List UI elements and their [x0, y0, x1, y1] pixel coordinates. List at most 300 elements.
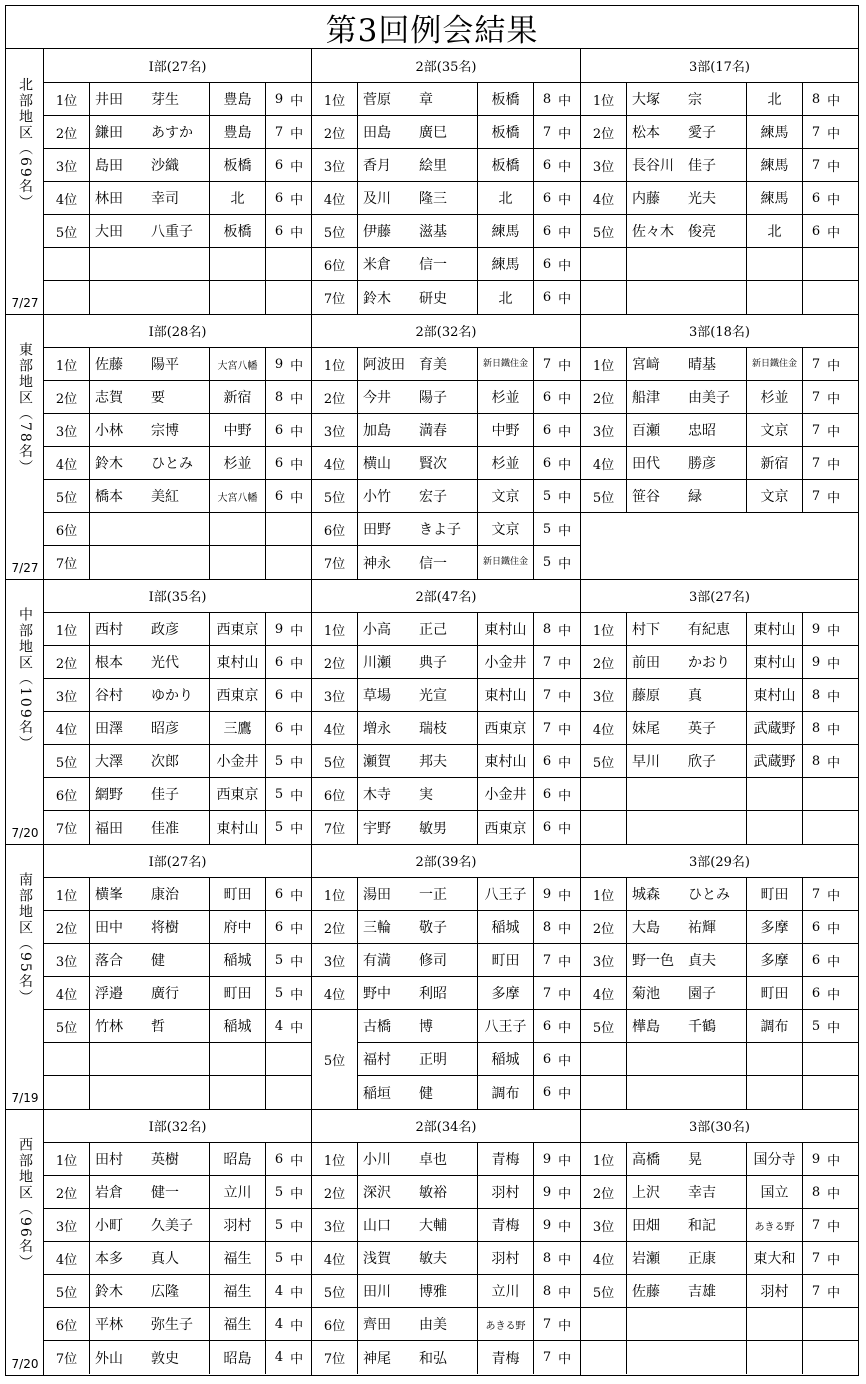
table-row [312, 745, 580, 778]
player-name-cell [627, 1242, 747, 1274]
score-cell [266, 878, 312, 910]
rank-cell: 3位 [44, 679, 90, 711]
division-column [581, 844, 858, 1109]
rank-cell: 5位 [581, 1275, 627, 1307]
grade-value: 中 [558, 292, 572, 307]
table-row [44, 712, 311, 745]
table-row [44, 977, 311, 1010]
table-row [312, 480, 580, 513]
grade-value: 中 [827, 358, 841, 374]
player-name-cell [627, 83, 747, 115]
rank-cell: 5位 [44, 480, 90, 512]
score-cell [803, 381, 849, 413]
score-cell [803, 447, 849, 479]
rank-cell: 7位 [312, 811, 358, 844]
rank-cell [44, 1043, 90, 1075]
score-value: 8 [542, 1283, 552, 1299]
player-name-cell [358, 182, 478, 214]
score-cell [266, 83, 312, 115]
score-cell [534, 613, 580, 645]
grade-value: 中 [290, 358, 304, 374]
player-last-name: 橋本 [95, 489, 123, 505]
rank-cell: 5位 [44, 1010, 90, 1042]
player-name-cell [90, 1010, 210, 1042]
city-cell: 羽村 [747, 1275, 803, 1307]
grade-value: 中 [290, 722, 304, 738]
player-last-name: 大田 [95, 224, 123, 240]
city-cell [747, 778, 803, 810]
player-name-cell [90, 811, 210, 844]
rank-cell: 6位 [44, 513, 90, 545]
rank-cell [44, 1076, 90, 1109]
player-first-name: 幸司 [151, 191, 179, 207]
score-cell [803, 182, 849, 214]
city-cell: 羽村 [478, 1242, 534, 1274]
score-cell [803, 215, 849, 247]
region-name: 東部地区（78名） [17, 342, 33, 476]
rank-cell: 5位 [581, 215, 627, 247]
table-row [44, 1076, 311, 1109]
rank-cell: 3位 [312, 1209, 358, 1241]
player-last-name: 小川 [363, 1152, 391, 1168]
player-last-name: 田村 [95, 1152, 123, 1168]
rank-cell: 4位 [44, 447, 90, 479]
score-cell [266, 248, 312, 280]
player-name-cell [358, 1176, 478, 1208]
table-row [312, 811, 580, 844]
table-row [312, 546, 580, 579]
score-cell [534, 281, 580, 314]
city-cell [210, 1076, 266, 1109]
score-cell [803, 1242, 849, 1274]
player-name-cell [358, 248, 478, 280]
region-block [6, 49, 858, 315]
city-cell: あきる野 [478, 1308, 534, 1340]
table-row [312, 215, 580, 248]
score-cell [266, 911, 312, 943]
score-value: 6 [274, 687, 284, 703]
player-name-cell [358, 1143, 478, 1175]
grade-value: 中 [290, 1352, 304, 1367]
score-value: 7 [811, 886, 821, 902]
score-value: 6 [811, 919, 821, 935]
division-header: 3部(29名) [581, 844, 858, 878]
player-last-name: 福田 [95, 820, 123, 837]
player-name-cell [358, 745, 478, 777]
player-last-name: 増永 [363, 721, 391, 737]
score-value: 9 [542, 886, 552, 902]
grade-value: 中 [558, 1252, 572, 1268]
score-cell [266, 1143, 312, 1175]
score-value: 4 [274, 1350, 284, 1365]
division-header: 3部(27名) [581, 579, 858, 613]
player-last-name: 菊池 [632, 986, 660, 1002]
player-last-name: 谷村 [95, 688, 123, 704]
table-row [44, 1176, 311, 1209]
city-cell [747, 281, 803, 314]
player-last-name: 百瀬 [632, 423, 660, 439]
player-name-cell [627, 1275, 747, 1307]
rank-cell: 4位 [581, 1242, 627, 1274]
player-first-name: 沙織 [151, 158, 179, 174]
player-name-cell [90, 480, 210, 512]
score-value: 9 [542, 1184, 552, 1200]
player-name-cell [90, 546, 210, 579]
region-date: 7/27 [11, 296, 39, 310]
rank-cell: 4位 [312, 182, 358, 214]
player-last-name: 田代 [632, 456, 660, 472]
player-name-cell [627, 248, 747, 280]
city-cell: 新日鐵住金 [478, 546, 534, 579]
score-cell [534, 83, 580, 115]
rank-cell: 4位 [312, 1242, 358, 1274]
player-last-name: 上沢 [632, 1185, 660, 1201]
grade-value: 中 [558, 93, 572, 109]
player-first-name: 瑞枝 [419, 721, 447, 737]
score-value: 9 [274, 91, 284, 107]
score-cell [803, 480, 849, 512]
region-date: 7/27 [11, 561, 39, 575]
city-cell [210, 1043, 266, 1075]
player-last-name: 湯田 [363, 887, 391, 903]
score-cell [266, 215, 312, 247]
score-cell [803, 613, 849, 645]
table-row [312, 348, 580, 381]
player-first-name: 敏男 [419, 820, 447, 837]
grade-value: 中 [827, 921, 841, 937]
table-row [312, 182, 580, 215]
city-cell: 中野 [478, 414, 534, 446]
table-row [312, 1143, 580, 1176]
score-value: 6 [274, 455, 284, 471]
score-value: 6 [542, 753, 552, 769]
city-cell: 文京 [478, 480, 534, 512]
score-cell [803, 778, 849, 810]
region-block [6, 1109, 858, 1375]
player-last-name: 城森 [632, 887, 660, 903]
player-last-name: 前田 [632, 655, 660, 671]
score-value: 7 [811, 389, 821, 405]
division-column [581, 1109, 858, 1375]
rank-cell: 3位 [581, 149, 627, 181]
score-cell [534, 778, 580, 810]
rank-cell: 1位 [44, 348, 90, 380]
table-row [581, 480, 858, 513]
table-row [312, 281, 580, 314]
player-first-name: 敏夫 [419, 1251, 447, 1267]
table-row [44, 414, 311, 447]
grade-value: 中 [558, 623, 572, 639]
player-first-name: 利昭 [419, 986, 447, 1002]
grade-value: 中 [290, 1186, 304, 1202]
score-value: 6 [542, 256, 552, 272]
region-block [6, 579, 858, 845]
grade-value: 中 [827, 1153, 841, 1169]
player-first-name: 正明 [419, 1052, 447, 1068]
table-row [44, 745, 311, 778]
player-first-name: 政彦 [151, 622, 179, 638]
city-cell: 大宮八幡 [210, 348, 266, 380]
score-cell [803, 1275, 849, 1307]
city-cell: 八王子 [478, 1010, 534, 1042]
player-last-name: 神尾 [363, 1350, 391, 1367]
player-first-name: 哲 [151, 1019, 165, 1035]
city-cell: 北 [478, 281, 534, 314]
player-last-name: 樺島 [632, 1019, 660, 1035]
table-row [581, 1176, 858, 1209]
grade-value: 中 [558, 1318, 572, 1334]
table-row [581, 1076, 858, 1109]
grade-value: 中 [558, 391, 572, 407]
city-cell: 町田 [210, 977, 266, 1009]
city-cell: 板橋 [478, 149, 534, 181]
score-value: 8 [811, 720, 821, 736]
player-name-cell [358, 414, 478, 446]
score-value: 5 [274, 1184, 284, 1200]
grade-value: 中 [290, 1020, 304, 1036]
score-cell [803, 679, 849, 711]
player-last-name: 古橋 [363, 1019, 391, 1035]
rank-cell: 4位 [44, 1242, 90, 1274]
rank-cell: 2位 [312, 116, 358, 148]
player-first-name: 正己 [419, 622, 447, 638]
player-last-name: 松本 [632, 125, 660, 141]
player-last-name: 深沢 [363, 1185, 391, 1201]
score-value: 6 [542, 422, 552, 438]
city-cell: 八王子 [478, 878, 534, 910]
score-value: 9 [274, 621, 284, 637]
score-value: 9 [542, 1217, 552, 1233]
division-header: Ⅰ部(27名) [44, 49, 311, 83]
player-name-cell [90, 182, 210, 214]
city-cell: 板橋 [478, 116, 534, 148]
player-last-name: 田島 [363, 125, 391, 141]
score-cell [266, 1076, 312, 1109]
player-last-name: 竹林 [95, 1019, 123, 1035]
player-name-cell [358, 381, 478, 413]
score-cell [266, 1010, 312, 1042]
player-last-name: 齊田 [363, 1317, 391, 1333]
score-cell [534, 1308, 580, 1340]
division-header: 2部(32名) [312, 314, 580, 348]
player-name-cell [627, 911, 747, 943]
rank-cell: 4位 [44, 977, 90, 1009]
table-row [44, 646, 311, 679]
division-column [44, 1109, 312, 1375]
city-cell: 多摩 [747, 944, 803, 976]
score-value: 7 [811, 1283, 821, 1299]
player-last-name: 阿波田 [363, 357, 405, 373]
player-name-cell [90, 281, 210, 314]
player-name-cell [90, 1043, 210, 1075]
player-first-name: 光夫 [688, 191, 716, 207]
player-first-name: 廣行 [151, 986, 179, 1002]
player-name-cell [90, 83, 210, 115]
player-last-name: 笹谷 [632, 489, 660, 505]
player-last-name: 岩瀬 [632, 1251, 660, 1267]
grade-value: 中 [827, 1020, 841, 1036]
player-name-cell [627, 182, 747, 214]
player-first-name: 修司 [419, 953, 447, 969]
division-header: Ⅰ部(35名) [44, 579, 311, 613]
city-cell: 東村山 [210, 646, 266, 678]
rank-cell: 3位 [581, 1209, 627, 1241]
score-cell [534, 447, 580, 479]
player-name-cell [627, 1010, 747, 1042]
player-first-name: 弥生子 [151, 1317, 193, 1333]
rank-cell: 5位 [312, 1275, 358, 1307]
table-row [581, 911, 858, 944]
score-cell [266, 281, 312, 314]
table-row [581, 1209, 858, 1242]
score-value: 6 [274, 223, 284, 239]
rank-cell: 2位 [44, 911, 90, 943]
score-value: 7 [811, 422, 821, 438]
score-value: 5 [274, 985, 284, 1001]
rank-cell: 6位 [312, 513, 358, 545]
table-row [581, 778, 858, 811]
score-cell [534, 248, 580, 280]
player-first-name: 真 [688, 688, 702, 704]
rank-cell: 4位 [581, 977, 627, 1009]
city-cell [747, 248, 803, 280]
score-cell [803, 977, 849, 1009]
division-header: 2部(34名) [312, 1109, 580, 1143]
score-cell [534, 182, 580, 214]
grade-value: 中 [558, 656, 572, 672]
player-first-name: 英子 [688, 721, 716, 737]
player-name-cell [90, 1176, 210, 1208]
division-column [312, 1109, 581, 1375]
table-row [581, 613, 858, 646]
player-name-cell [90, 646, 210, 678]
grade-value: 中 [290, 225, 304, 241]
score-cell [266, 182, 312, 214]
rank-cell: 2位 [312, 381, 358, 413]
player-last-name: 大塚 [632, 92, 660, 108]
division-column [44, 49, 312, 314]
player-first-name: 陽子 [419, 390, 447, 406]
division-header: 3部(18名) [581, 314, 858, 348]
table-row [44, 83, 311, 116]
region-name: 北部地区（69名） [17, 77, 33, 211]
player-name-cell [358, 646, 478, 678]
score-cell [534, 348, 580, 380]
grade-value: 中 [290, 689, 304, 705]
score-value: 8 [811, 1184, 821, 1200]
grade-value: 中 [558, 987, 572, 1003]
city-cell: 新宿 [210, 381, 266, 413]
rank-cell: 2位 [44, 646, 90, 678]
player-first-name: 敦史 [151, 1350, 179, 1367]
grade-value: 中 [827, 391, 841, 407]
table-row [581, 215, 858, 248]
grade-value: 中 [290, 656, 304, 672]
player-first-name: ゆかり [151, 688, 193, 704]
score-cell [803, 646, 849, 678]
table-row [581, 1143, 858, 1176]
rank-cell: 3位 [581, 679, 627, 711]
grade-value: 中 [290, 126, 304, 142]
grade-value: 中 [290, 788, 304, 804]
grade-value: 中 [558, 722, 572, 738]
division-column [44, 844, 312, 1109]
score-cell [534, 1010, 580, 1042]
player-name-cell [627, 878, 747, 910]
player-last-name: 小高 [363, 622, 391, 638]
player-last-name: 小林 [95, 423, 123, 439]
player-first-name: 満春 [419, 423, 447, 439]
table-row [44, 1242, 311, 1275]
rank-cell: 5位 [581, 1010, 627, 1042]
score-value: 6 [811, 223, 821, 239]
player-first-name: 育美 [419, 357, 447, 373]
player-first-name: 園子 [688, 986, 716, 1002]
score-value: 6 [274, 886, 284, 902]
table-row [581, 712, 858, 745]
rank-cell: 3位 [581, 414, 627, 446]
city-cell: 西東京 [478, 712, 534, 744]
player-name-cell [90, 348, 210, 380]
score-value: 6 [542, 455, 552, 471]
city-cell: 豊島 [210, 116, 266, 148]
player-last-name: 鈴木 [95, 456, 123, 472]
table-row [44, 281, 311, 314]
player-name-cell [627, 1308, 747, 1340]
grade-value: 中 [558, 1219, 572, 1235]
rank-cell: 3位 [312, 149, 358, 181]
score-value: 7 [542, 356, 552, 372]
score-value: 8 [542, 91, 552, 107]
city-cell: 杉並 [210, 447, 266, 479]
city-cell: 板橋 [210, 215, 266, 247]
player-name-cell [90, 116, 210, 148]
table-row [44, 778, 311, 811]
score-value: 9 [811, 621, 821, 637]
city-cell: 練馬 [747, 116, 803, 148]
player-first-name: 邦夫 [419, 754, 447, 770]
table-row [312, 1275, 580, 1308]
region-date: 7/20 [11, 826, 39, 840]
score-cell [534, 745, 580, 777]
division-column [44, 314, 312, 579]
player-first-name: 一正 [419, 887, 447, 903]
rank-cell: 4位 [312, 447, 358, 479]
city-cell: 文京 [747, 414, 803, 446]
city-cell: 大宮八幡 [210, 480, 266, 512]
score-cell [266, 1209, 312, 1241]
player-name-cell [627, 116, 747, 148]
rank-cell: 2位 [44, 1176, 90, 1208]
player-last-name: 浮邉 [95, 986, 123, 1002]
city-cell: 町田 [478, 944, 534, 976]
city-cell: 東村山 [747, 646, 803, 678]
score-value: 7 [811, 455, 821, 471]
division-header: 2部(47名) [312, 579, 580, 613]
player-first-name: あすか [151, 125, 193, 141]
score-cell [266, 613, 312, 645]
player-last-name: 小竹 [363, 489, 391, 505]
score-value: 6 [811, 952, 821, 968]
city-cell: 東大和 [747, 1242, 803, 1274]
player-first-name: 幸吉 [688, 1185, 716, 1201]
player-name-cell [358, 613, 478, 645]
rank-cell: 2位 [581, 1176, 627, 1208]
player-name-cell [90, 778, 210, 810]
player-last-name: 神永 [363, 555, 391, 572]
player-last-name: 川瀬 [363, 655, 391, 671]
player-first-name: 滋基 [419, 224, 447, 240]
